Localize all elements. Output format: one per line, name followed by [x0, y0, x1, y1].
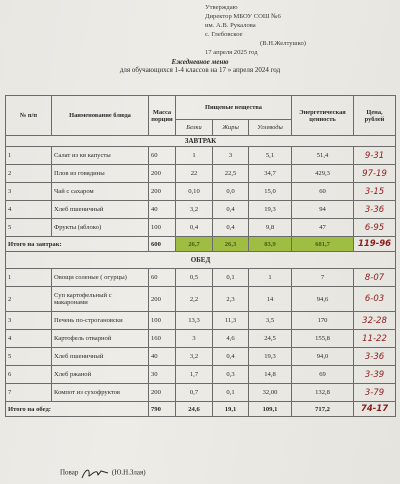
total-protein: 24,6	[176, 402, 213, 417]
row-energy: 429,3	[292, 165, 354, 183]
row-protein: 0,5	[176, 269, 213, 287]
row-price: 8-07	[354, 269, 396, 287]
row-protein: 3,2	[176, 201, 213, 219]
row-name: Хлеб пшеничный	[52, 201, 149, 219]
row-price: 3-15	[354, 183, 396, 201]
lunch-total-row	[6, 402, 396, 417]
row-mass: 200	[149, 384, 176, 402]
row-carbs: 1	[249, 269, 292, 287]
table-row	[6, 201, 396, 219]
row-carbs: 3,5	[249, 312, 292, 330]
row-energy: 69	[292, 366, 354, 384]
row-energy: 7	[292, 269, 354, 287]
table-row	[6, 348, 396, 366]
header-fat: Жиры	[213, 120, 249, 136]
row-price: 97-19	[354, 165, 396, 183]
row-name: Компот из сухофруктов	[52, 384, 149, 402]
row-name: Салат из кв капусты	[52, 147, 149, 165]
total-energy: 717,2	[292, 402, 354, 417]
row-mass: 200	[149, 165, 176, 183]
header-mass: Масса порции	[149, 96, 176, 136]
approval-line: Директор МБОУ СОШ №6	[205, 13, 281, 20]
total-mass: 790	[149, 402, 176, 417]
section-lunch: ОБЕД	[6, 252, 396, 269]
approval-line: Утверждаю	[205, 4, 238, 11]
table-row	[6, 165, 396, 183]
row-name: Фрукты (яблоко)	[52, 219, 149, 237]
approval-block	[205, 3, 306, 57]
section-breakfast: ЗАВТРАК	[6, 136, 396, 147]
approval-date: 17 апреля 2025 год	[205, 49, 258, 56]
row-fat: 11,3	[213, 312, 249, 330]
page-title: Ежедневное меню	[171, 58, 229, 66]
row-energy: 132,8	[292, 384, 354, 402]
row-fat: 22,5	[213, 165, 249, 183]
row-carbs: 34,7	[249, 165, 292, 183]
row-num: 6	[6, 366, 52, 384]
handwritten-signature-icon	[80, 466, 110, 480]
header-num: № п/п	[6, 96, 52, 136]
row-price: 11-22	[354, 330, 396, 348]
row-mass: 100	[149, 219, 176, 237]
row-carbs: 15,0	[249, 183, 292, 201]
total-fat: 19,1	[213, 402, 249, 417]
row-fat: 0,4	[213, 201, 249, 219]
row-protein: 2,2	[176, 287, 213, 312]
table-row	[6, 366, 396, 384]
row-carbs: 9,8	[249, 219, 292, 237]
row-fat: 0,3	[213, 366, 249, 384]
row-name: Овощи соленые ( огурцы)	[52, 269, 149, 287]
approval-signature: (В.Н.Желтушко)	[260, 40, 306, 47]
row-fat: 0,4	[213, 219, 249, 237]
table-row	[6, 183, 396, 201]
row-price: 9-31	[354, 147, 396, 165]
row-price: 6-03	[354, 287, 396, 312]
row-mass: 60	[149, 147, 176, 165]
row-num: 3	[6, 183, 52, 201]
cook-signature-block	[60, 466, 146, 480]
row-energy: 51,4	[292, 147, 354, 165]
header-name: Наименование блюда	[52, 96, 149, 136]
row-energy: 47	[292, 219, 354, 237]
row-fat: 0,1	[213, 384, 249, 402]
row-carbs: 14,8	[249, 366, 292, 384]
row-name: Плов из говядины	[52, 165, 149, 183]
total-label: Итого на обед:	[6, 402, 149, 417]
row-num: 5	[6, 219, 52, 237]
header-carbs: Углеводы	[249, 120, 292, 136]
row-mass: 30	[149, 366, 176, 384]
row-protein: 22	[176, 165, 213, 183]
cook-label: Повар	[60, 468, 79, 477]
row-fat: 2,3	[213, 287, 249, 312]
row-num: 3	[6, 312, 52, 330]
row-name: Хлеб пшеничный	[52, 348, 149, 366]
row-mass: 160	[149, 330, 176, 348]
row-num: 7	[6, 384, 52, 402]
header-nutrients: Пищевые вещества	[176, 96, 292, 120]
row-price: 3-39	[354, 366, 396, 384]
table-row	[6, 147, 396, 165]
row-mass: 200	[149, 287, 176, 312]
row-num: 1	[6, 147, 52, 165]
table-row	[6, 330, 396, 348]
row-energy: 94,0	[292, 348, 354, 366]
row-energy: 155,8	[292, 330, 354, 348]
row-protein: 0,10	[176, 183, 213, 201]
row-name: Печень по-строгановски	[52, 312, 149, 330]
row-fat: 0,4	[213, 348, 249, 366]
row-protein: 0,4	[176, 219, 213, 237]
total-energy: 681,7	[292, 237, 354, 252]
header-energy: Энергетическая ценность	[292, 96, 354, 136]
total-fat: 26,3	[213, 237, 249, 252]
cook-name: (Ю.Н.Злая)	[111, 468, 146, 477]
row-price: 32-28	[354, 312, 396, 330]
table-row	[6, 312, 396, 330]
total-mass: 600	[149, 237, 176, 252]
row-fat: 3	[213, 147, 249, 165]
row-energy: 170	[292, 312, 354, 330]
header-protein: Белки	[176, 120, 213, 136]
row-mass: 40	[149, 348, 176, 366]
table-row	[6, 269, 396, 287]
total-carbs: 109,1	[249, 402, 292, 417]
row-protein: 1,7	[176, 366, 213, 384]
breakfast-total-row	[6, 237, 396, 252]
row-num: 2	[6, 165, 52, 183]
row-name: Чай с сахаром	[52, 183, 149, 201]
row-carbs: 19,3	[249, 348, 292, 366]
row-fat: 0,0	[213, 183, 249, 201]
row-carbs: 32,00	[249, 384, 292, 402]
row-price: 3-36	[354, 348, 396, 366]
row-num: 2	[6, 287, 52, 312]
row-protein: 1	[176, 147, 213, 165]
row-energy: 60	[292, 183, 354, 201]
total-price: 74-17	[354, 402, 396, 417]
row-num: 5	[6, 348, 52, 366]
row-name: Хлеб ржаной	[52, 366, 149, 384]
row-protein: 0,7	[176, 384, 213, 402]
total-label: Итого на завтрак:	[6, 237, 149, 252]
total-price: 119-96	[354, 237, 396, 252]
table-row	[6, 219, 396, 237]
row-fat: 0,1	[213, 269, 249, 287]
document-title	[0, 58, 400, 74]
approval-line: им. А.В. Рукалова	[205, 22, 256, 29]
row-carbs: 5,1	[249, 147, 292, 165]
row-energy: 94	[292, 201, 354, 219]
row-carbs: 19,3	[249, 201, 292, 219]
row-mass: 60	[149, 269, 176, 287]
approval-line: с. Глебовское	[205, 31, 243, 38]
row-energy: 94,6	[292, 287, 354, 312]
row-protein: 13,3	[176, 312, 213, 330]
row-carbs: 14	[249, 287, 292, 312]
table-row	[6, 287, 396, 312]
row-name: Суп картофельный с макаронами	[52, 287, 149, 312]
row-num: 1	[6, 269, 52, 287]
total-carbs: 83,9	[249, 237, 292, 252]
total-protein: 26,7	[176, 237, 213, 252]
row-carbs: 24,5	[249, 330, 292, 348]
page-subtitle: для обучающихся 1-4 классов на 17 » апреля 2024 год	[119, 66, 281, 74]
menu-table	[5, 95, 396, 417]
row-fat: 4,6	[213, 330, 249, 348]
row-num: 4	[6, 330, 52, 348]
row-name: Картофель отварной	[52, 330, 149, 348]
row-price: 3-79	[354, 384, 396, 402]
row-mass: 40	[149, 201, 176, 219]
row-protein: 3	[176, 330, 213, 348]
header-price: Цена, рублей	[354, 96, 396, 136]
row-price: 6-95	[354, 219, 396, 237]
row-mass: 100	[149, 312, 176, 330]
row-mass: 200	[149, 183, 176, 201]
table-row	[6, 384, 396, 402]
row-price: 3-36	[354, 201, 396, 219]
row-num: 4	[6, 201, 52, 219]
row-protein: 3,2	[176, 348, 213, 366]
